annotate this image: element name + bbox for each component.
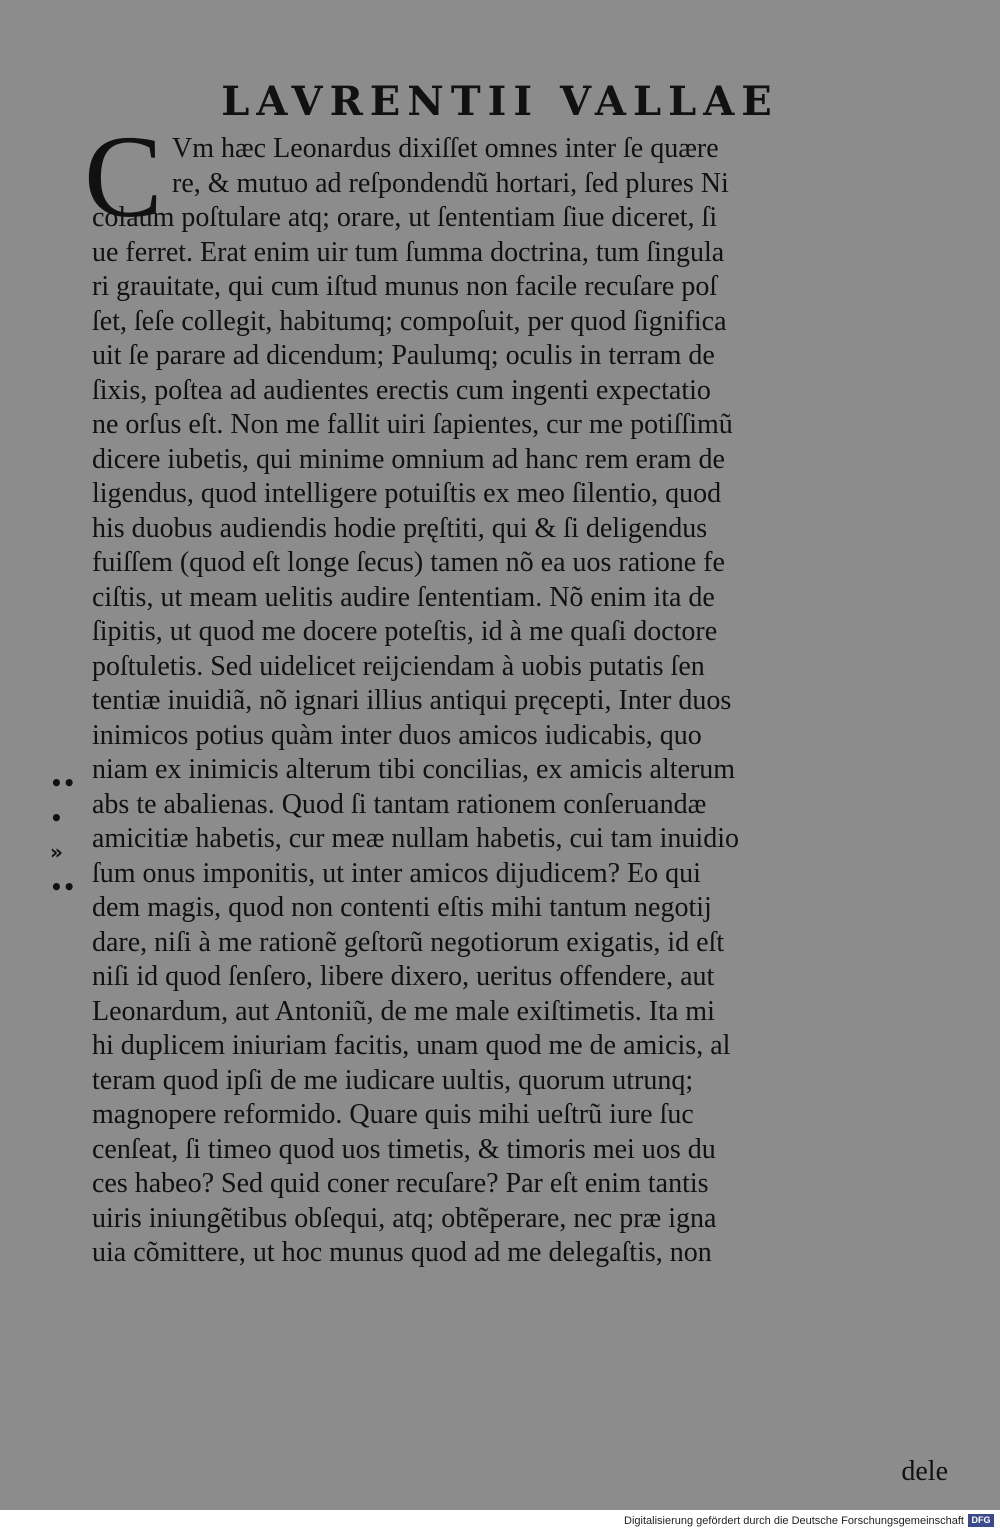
text-line: poſtuletis. Sed uidelicet reijciendam à uobis putatis ſen xyxy=(92,650,705,682)
text-line: dicere iubetis, qui minime omnium ad hanc rem eram de xyxy=(92,443,725,475)
running-head: LAVRENTII VALLAE xyxy=(221,78,779,125)
text-line: hi duplicem iniuriam facitis, unam quod me de amicis, al xyxy=(92,1030,731,1061)
digitization-footer xyxy=(0,1510,1000,1532)
text-line: his duobus audiendis hodie pręſtiti, qui & ſi deligendus xyxy=(92,512,708,544)
quotation-mark: • xyxy=(50,805,63,830)
text-line: uit ſe parare ad dicendum; Paulumq; oculis in terram de xyxy=(92,340,715,371)
dfg-logo: DFG xyxy=(968,1514,994,1527)
text-line: fuiſſem (quod eſt longe ſecus) tamen nõ ea uos ratione fe xyxy=(92,547,725,578)
text-line: ſixis, poſtea ad audientes erectis cum ingenti expectatio xyxy=(92,374,711,406)
text-line: magnopere reformido. Quare quis mihi ueſtrũ iure ſuc xyxy=(92,1099,694,1130)
quotation-mark: » xyxy=(50,840,63,864)
text-line: ne orſus eſt. Non me fallit uiri ſapientes, cur me potiſſimũ xyxy=(92,409,733,440)
text-line: re, & mutuo ad reſpondendũ hortari, ſed plures Ni xyxy=(172,167,729,199)
text-line: ces habeo? Sed quid coner recuſare? Par eſt enim tantis xyxy=(92,1168,709,1199)
text-line: uiris iniungẽtibus obſequi, atq; obtẽperare, nec præ igna xyxy=(92,1202,717,1234)
text-line: amicitiæ habetis, cur meæ nullam habetis, cui tam inuidio xyxy=(92,823,739,854)
text-line: ſum onus imponitis, ut inter amicos dijudicem? Eo qui xyxy=(92,857,701,889)
text-line: niam ex inimicis alterum tibi concilias, ex amicis alterum xyxy=(92,754,736,785)
catchword: dele xyxy=(901,1456,948,1487)
footer-credit: Digitalisierung gefördert durch die Deutsche Forschungsgemeinschaft xyxy=(624,1515,964,1527)
text-line: dare, niſi à me rationẽ geſtorũ negotiorum exigatis, id eſt xyxy=(92,926,725,958)
text-line: teram quod ipſi de me iudicare uultis, quorum utrunq; xyxy=(92,1064,694,1096)
text-line: cenſeat, ſi timeo quod uos timetis, & timoris mei uos du xyxy=(92,1133,716,1165)
quotation-mark: •• xyxy=(50,874,76,899)
text-line: ue ferret. Erat enim uir tum ſumma doctrina, tum ſingula xyxy=(92,236,725,268)
text-line: Leonardum, aut Antoniũ, de me male exiſtimetis. Ita mi xyxy=(92,995,715,1027)
text-line: uia cõmittere, ut hoc munus quod ad me delegaſtis, non xyxy=(92,1237,712,1268)
text-line: abs te abalienas. Quod ſi tantam rationem conſeruandæ xyxy=(92,788,707,820)
text-line: ſipitis, ut quod me docere poteſtis, id à me quaſi doctore xyxy=(92,616,718,647)
quotation-mark: •• xyxy=(50,771,76,795)
text-line: ligendus, quod intelligere potuiſtis ex meo ſilentio, quod xyxy=(92,478,722,509)
text-line: ciſtis, ut meam uelitis audire ſententiam. Nõ enim ita de xyxy=(92,581,715,613)
text-line: colaum poſtulare atq; orare, ut ſententiam ſiue diceret, ſi xyxy=(92,202,718,233)
text-line: ſet, ſeſe collegit, habitumq; compoſuit, per quod ſignifica xyxy=(92,305,727,337)
text-line: niſi id quod ſenſero, libere dixero, ueritus offendere, aut xyxy=(92,961,715,992)
text-line: tentiæ inuidiã, nõ ignari illius antiqui pręcepti, Inter duos xyxy=(92,685,732,716)
body-text xyxy=(92,132,952,1271)
text-line: Vm hæc Leonardus dixiſſet omnes inter ſe quære xyxy=(172,133,719,164)
text-line: dem magis, quod non contenti eſtis mihi tantum negotij xyxy=(92,892,712,923)
text-line: ri grauitate, qui cum iſtud munus non facile recuſare poſ xyxy=(92,271,718,302)
drop-cap: C xyxy=(84,111,163,242)
text-line: inimicos potius quàm inter duos amicos iudicabis, quo xyxy=(92,719,702,751)
margin-quotation-marks xyxy=(50,766,76,904)
